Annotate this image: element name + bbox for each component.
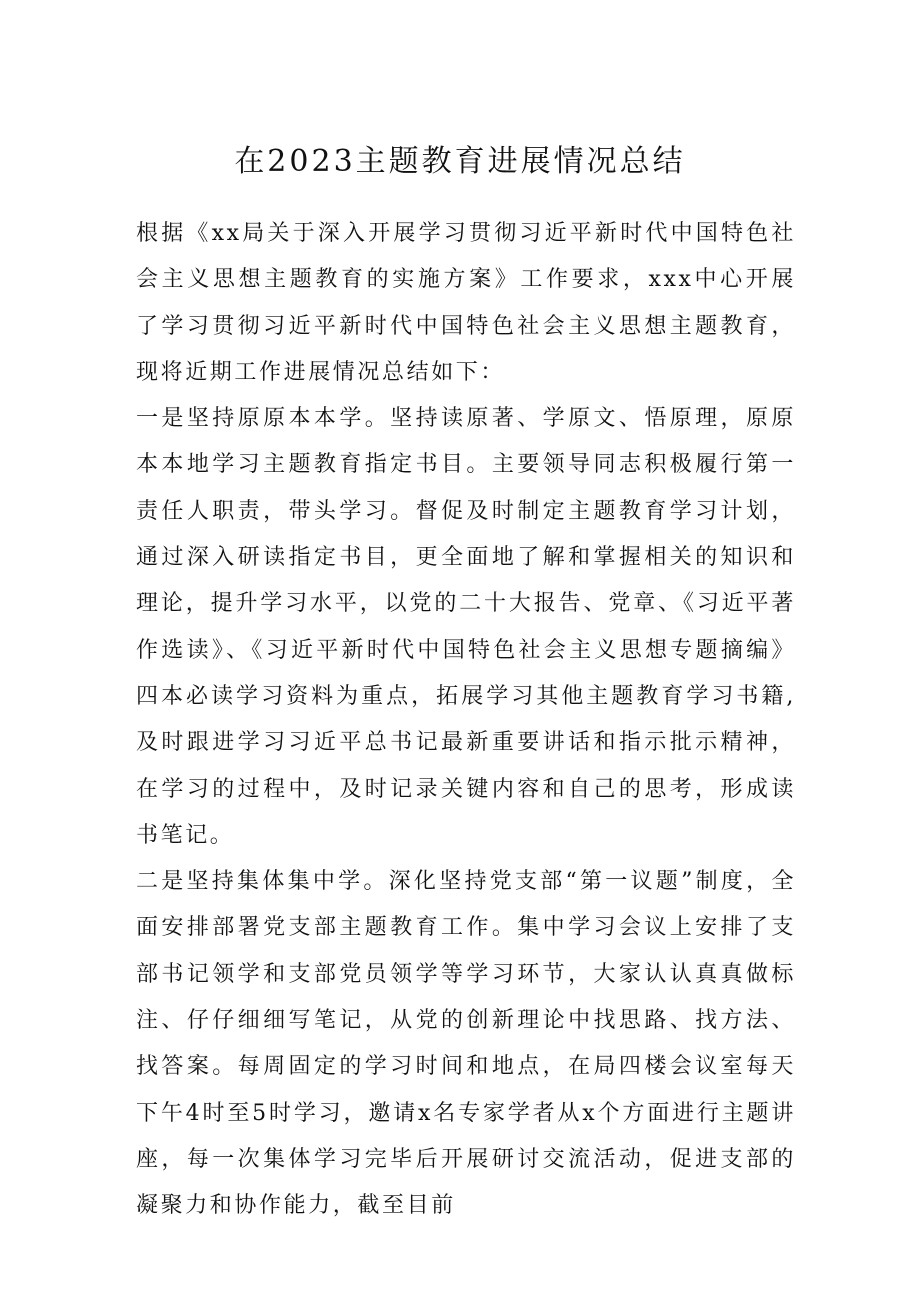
paragraph-intro: 根据《xx局关于深入开展学习贯彻习近平新时代中国特色社会主义思想主题教育的实施方案》工作要求，xxx中心开展了学习贯彻习近平新时代中国特色社会主义思想主题教育，现将近期工作进展情况总结如下：: [136, 221, 796, 385]
paragraph-point-one: 一是坚持原原本本学。坚持读原著、学原文、悟原理，原原本本地学习主题教育指定书目。主要领导同志积极履行第一责任人职责，带头学习。督促及时制定主题教育学习计划，通过深入研读指定书目，更全面地了解和掌握相关的知识和理论，提升学习水平，以党的二十大报告、党章、《习近平著作选读》、《习近平新时代中国特色社会主义思想专题摘编》四本必读学习资料为重点，拓展学习其他主题教育学习书籍,及时跟进学习习近平总书记最新重要讲话和指示批示精神，在学习的过程中，及时记录关键内容和自己的思考，形成读书笔记。: [136, 406, 796, 848]
document-title: 在2023主题教育进展情况总结: [234, 144, 686, 179]
document-body: [136, 211, 796, 1230]
paragraph-point-two: 二是坚持集体集中学。深化坚持党支部“第一议题”制度，全面安排部署党支部主题教育工作。集中学习会议上安排了支部书记领学和支部党员领学等学习环节，大家认认真真做标注、仔仔细细写笔记，从党的创新理论中找思路、找方法、找答案。每周固定的学习时间和地点，在局四楼会议室每天下午4时至5时学习，邀请x名专家学者从x个方面进行主题讲座，每一次集体学习完毕后开展研讨交流活动，促进支部的凝聚力和协作能力，截至目前: [136, 869, 796, 1219]
